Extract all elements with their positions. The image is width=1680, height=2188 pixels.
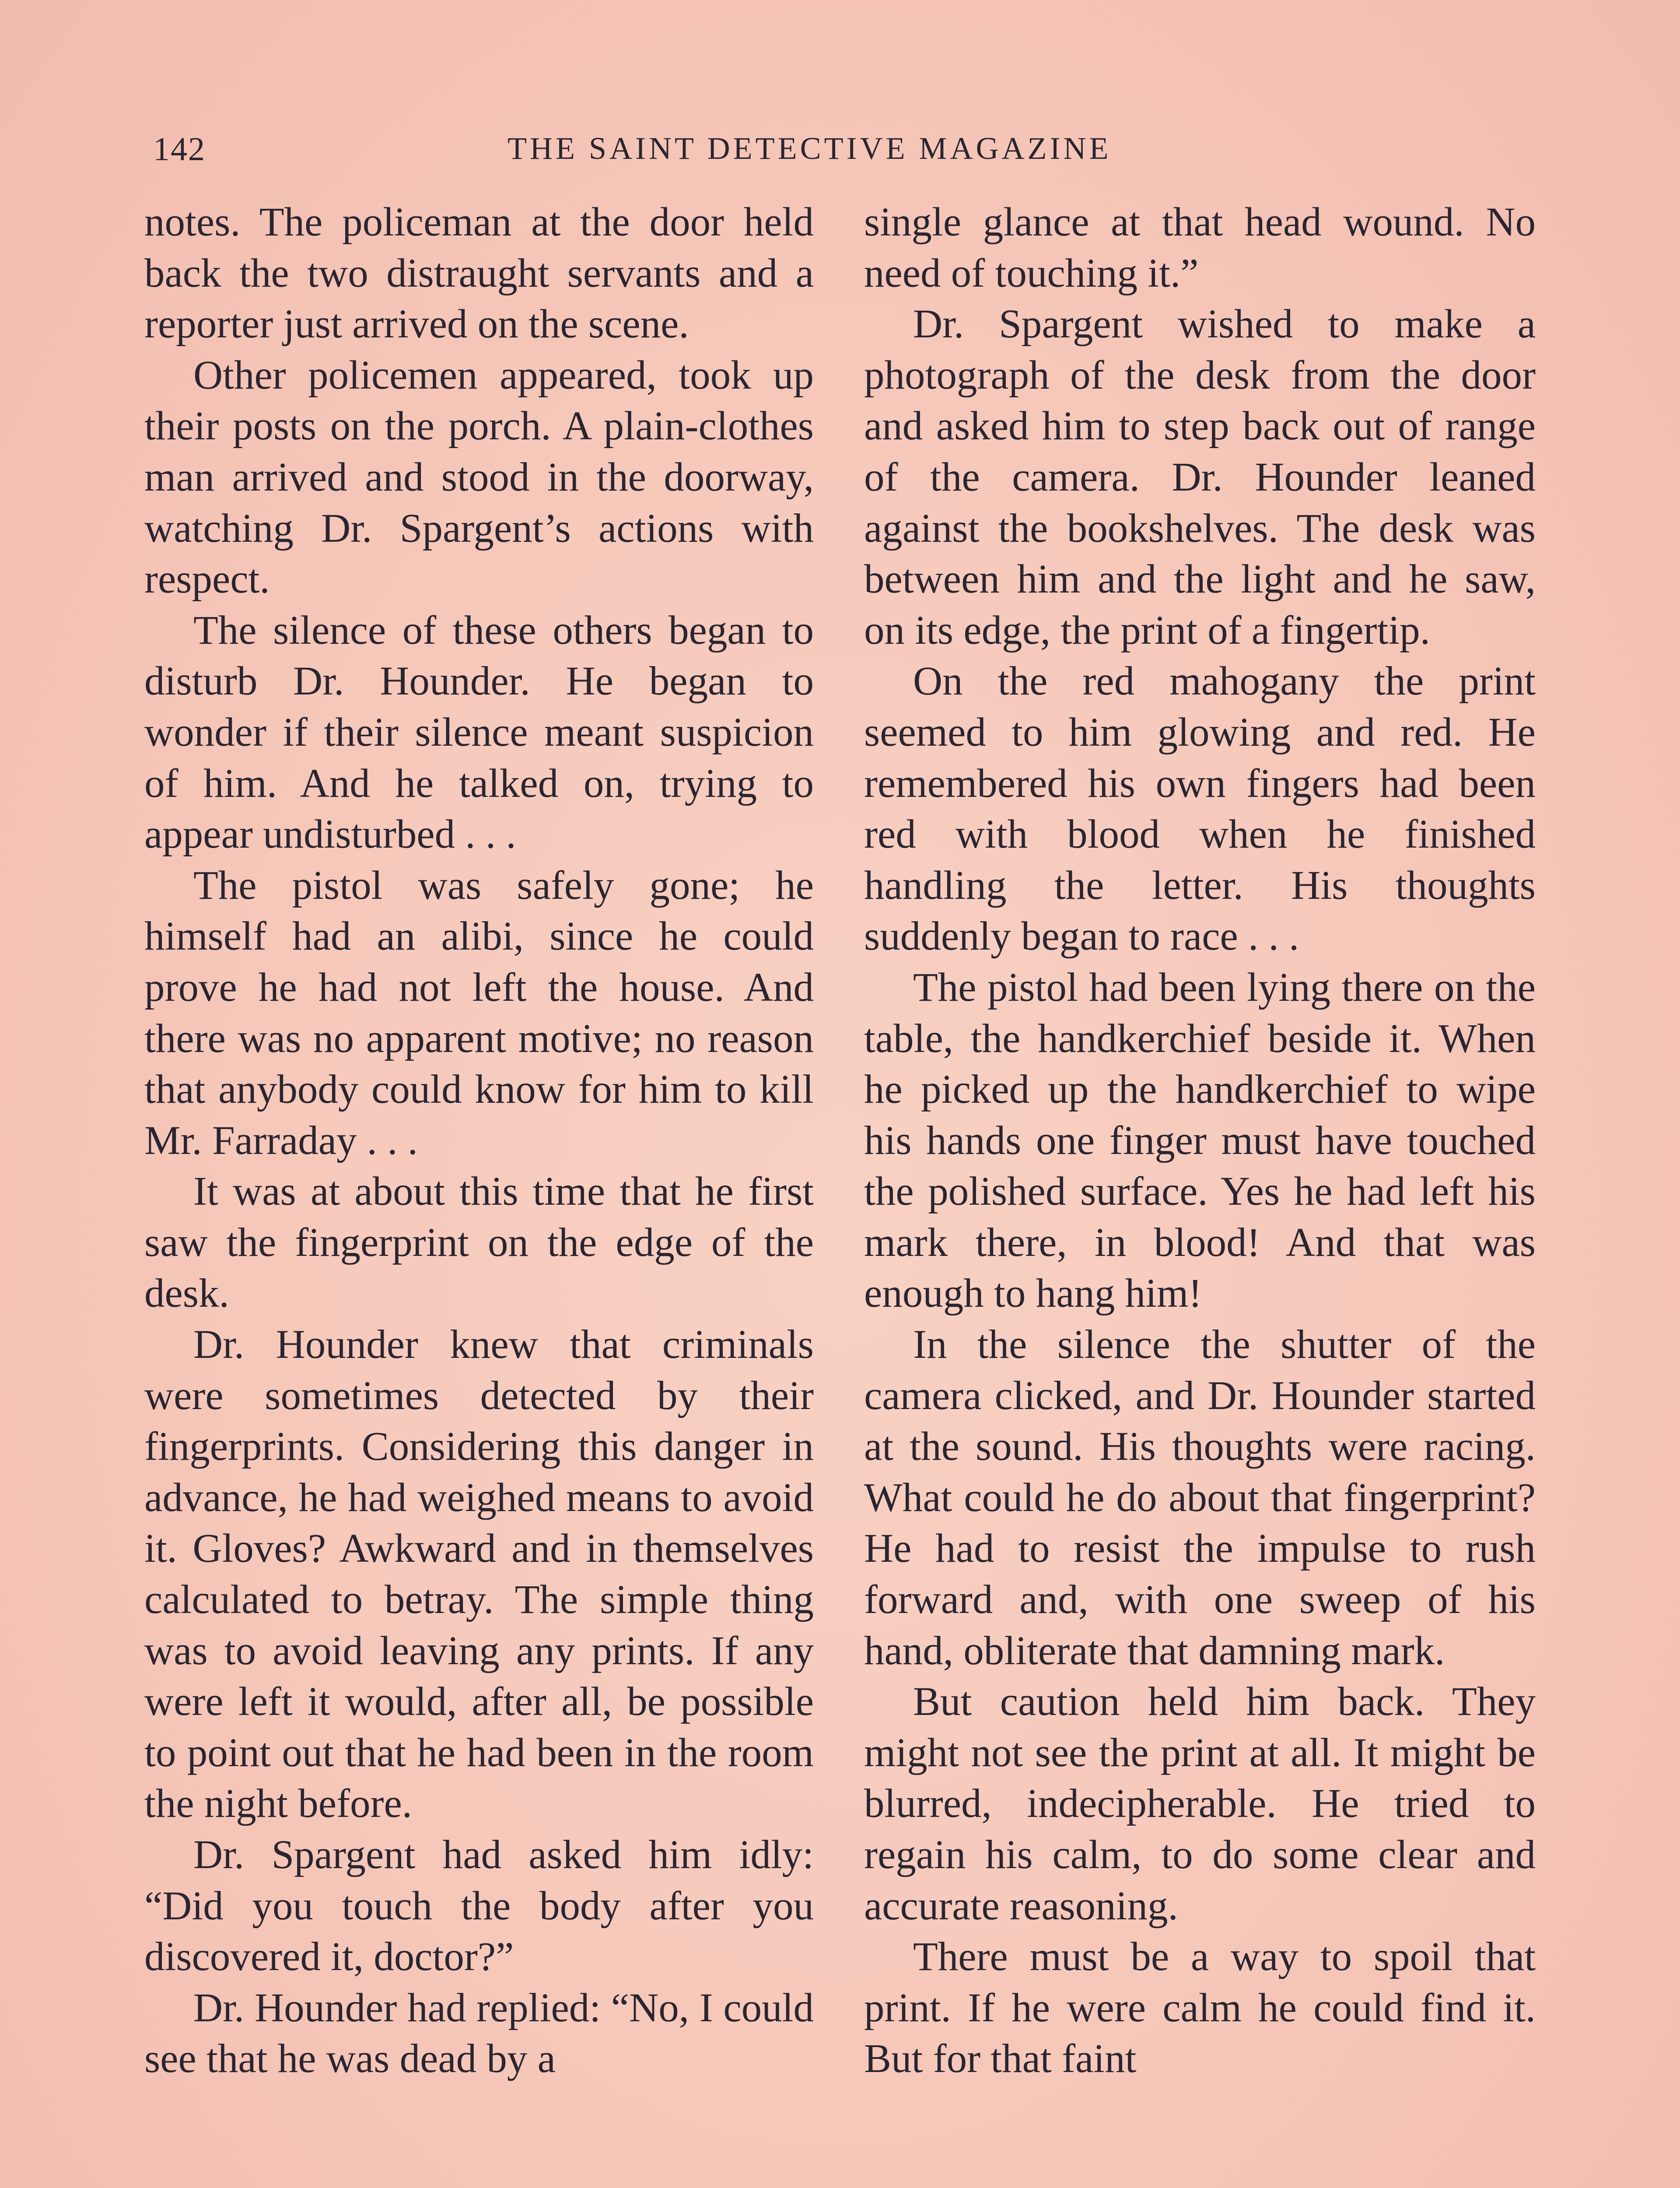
paragraph: The pistol was safely gone; he himself had an alibi, since he could prove he had not left the house. And there was no apparent motive; no reason that anybody could know for him to kill Mr. Farraday . . . (144, 863, 814, 1163)
paragraph: In the silence the shutter of the camera clicked, and Dr. Hounder started at the sound. His thoughts were racing. What could he do about that fingerprint? He had to resist the impulse to rush forward and, with one sweep of his hand, obliterate that damning mark. (864, 1322, 1536, 1673)
page-number: 142 (153, 131, 206, 168)
paragraph: Dr. Hounder knew that criminals were sometimes detected by their fingerprints. Considering this danger in advance, he had weighed means to avoid it. Gloves? Awkward and in themselves calculated to betray. The simple thing was to avoid leaving any prints. If any were left it would, after all, be possible to point out that he had been in the room the night before. (144, 1322, 814, 1827)
paragraph: Dr. Spargent wished to make a photograph of the desk from the door and asked him to step back out of range of the camera. Dr. Hounder leaned against the bookshelves. The desk was between him and the light and he saw, on its edge, the print of a fingertip. (864, 302, 1536, 653)
paragraph: Dr. Hounder had replied: “No, I could see that he was dead by a (144, 1985, 814, 2082)
paragraph: The silence of these others began to disturb Dr. Hounder. He began to wonder if their silence meant suspicion of him. And he talked on, trying to appear undisturbed . . . (144, 607, 814, 857)
magazine-title: THE SAINT DETECTIVE MAGAZINE (508, 131, 1112, 166)
paragraph: single glance at that head wound. No need of touching it.” (864, 200, 1536, 296)
paragraph: Dr. Spargent had asked him idly: “Did you touch the body after you discovered it, doctor?” (144, 1832, 814, 1980)
paragraph: Other policemen appeared, took up their posts on the porch. A plain-clothes man arrived and stood in the doorway, watching Dr. Spargent’s actions with respect. (144, 352, 814, 602)
paragraph: It was at about this time that he first saw the fingerprint on the edge of the desk. (144, 1169, 814, 1316)
paragraph: The pistol had been lying there on the table, the handkerchief beside it. When he picked up the handkerchief to wipe his hands one finger must have touched the polished surface. Yes he had left his mark there, in blood! And that was enough to hang him! (864, 964, 1536, 1316)
paragraph: There must be a way to spoil that print. If he were calm he could find it. But for that faint (864, 1934, 1536, 2082)
paragraph: On the red mahogany the print seemed to him glowing and red. He remembered his own fingers had been red with blood when he finished handling the letter. His thoughts suddenly began to race . . . (864, 659, 1536, 959)
right-column (864, 197, 1536, 2085)
running-head (153, 130, 1186, 174)
left-column (144, 197, 814, 2085)
paragraph: But caution held him back. They might not see the print at all. It might be blurred, indecipherable. He tried to regain his calm, to do some clear and accurate reasoning. (864, 1679, 1536, 1929)
paragraph: notes. The policeman at the door held back the two distraught servants and a reporter just arrived on the scene. (144, 200, 814, 347)
